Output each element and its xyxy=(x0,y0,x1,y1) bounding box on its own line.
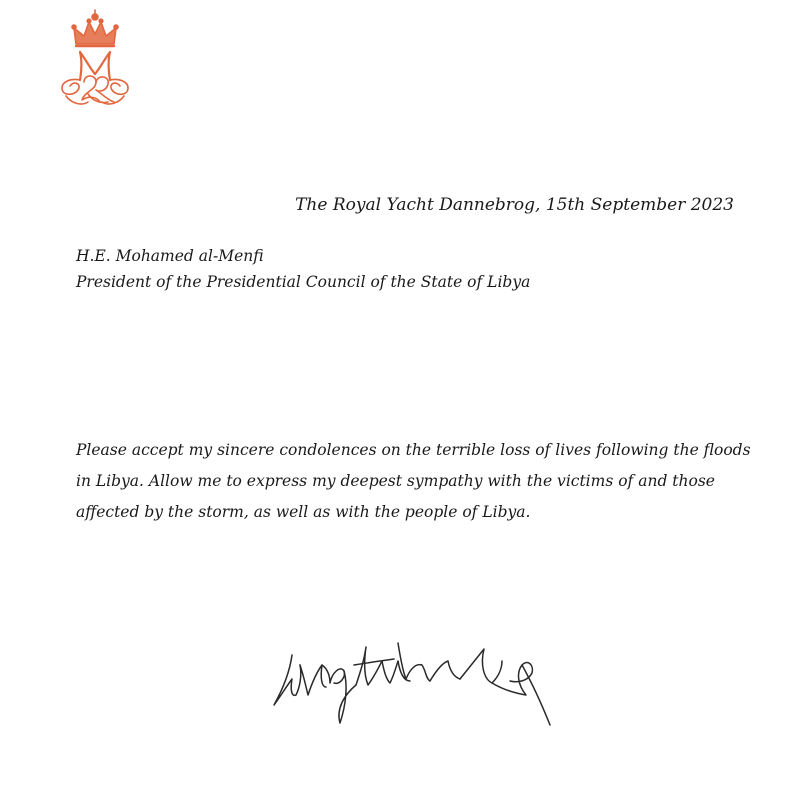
handwritten-signature xyxy=(270,625,560,735)
addressee-title: President of the Presidential Council of the State of Libya xyxy=(76,273,531,291)
letter-body-line: in Libya. Allow me to express my deepest sympathy with the victims of and those xyxy=(76,472,715,490)
addressee-block xyxy=(76,243,530,295)
royal-monogram-logo xyxy=(52,8,138,108)
letter-body-line: Please accept my sincere condolences on the terrible loss of lives following the floods xyxy=(76,441,751,459)
addressee-name: H.E. Mohamed al-Menfi xyxy=(76,247,264,265)
letter-body-line: affected by the storm, as well as with the people of Libya. xyxy=(76,503,531,521)
letter-body xyxy=(76,435,751,528)
place-and-date: The Royal Yacht Dannebrog, 15th September 2023 xyxy=(295,195,734,215)
